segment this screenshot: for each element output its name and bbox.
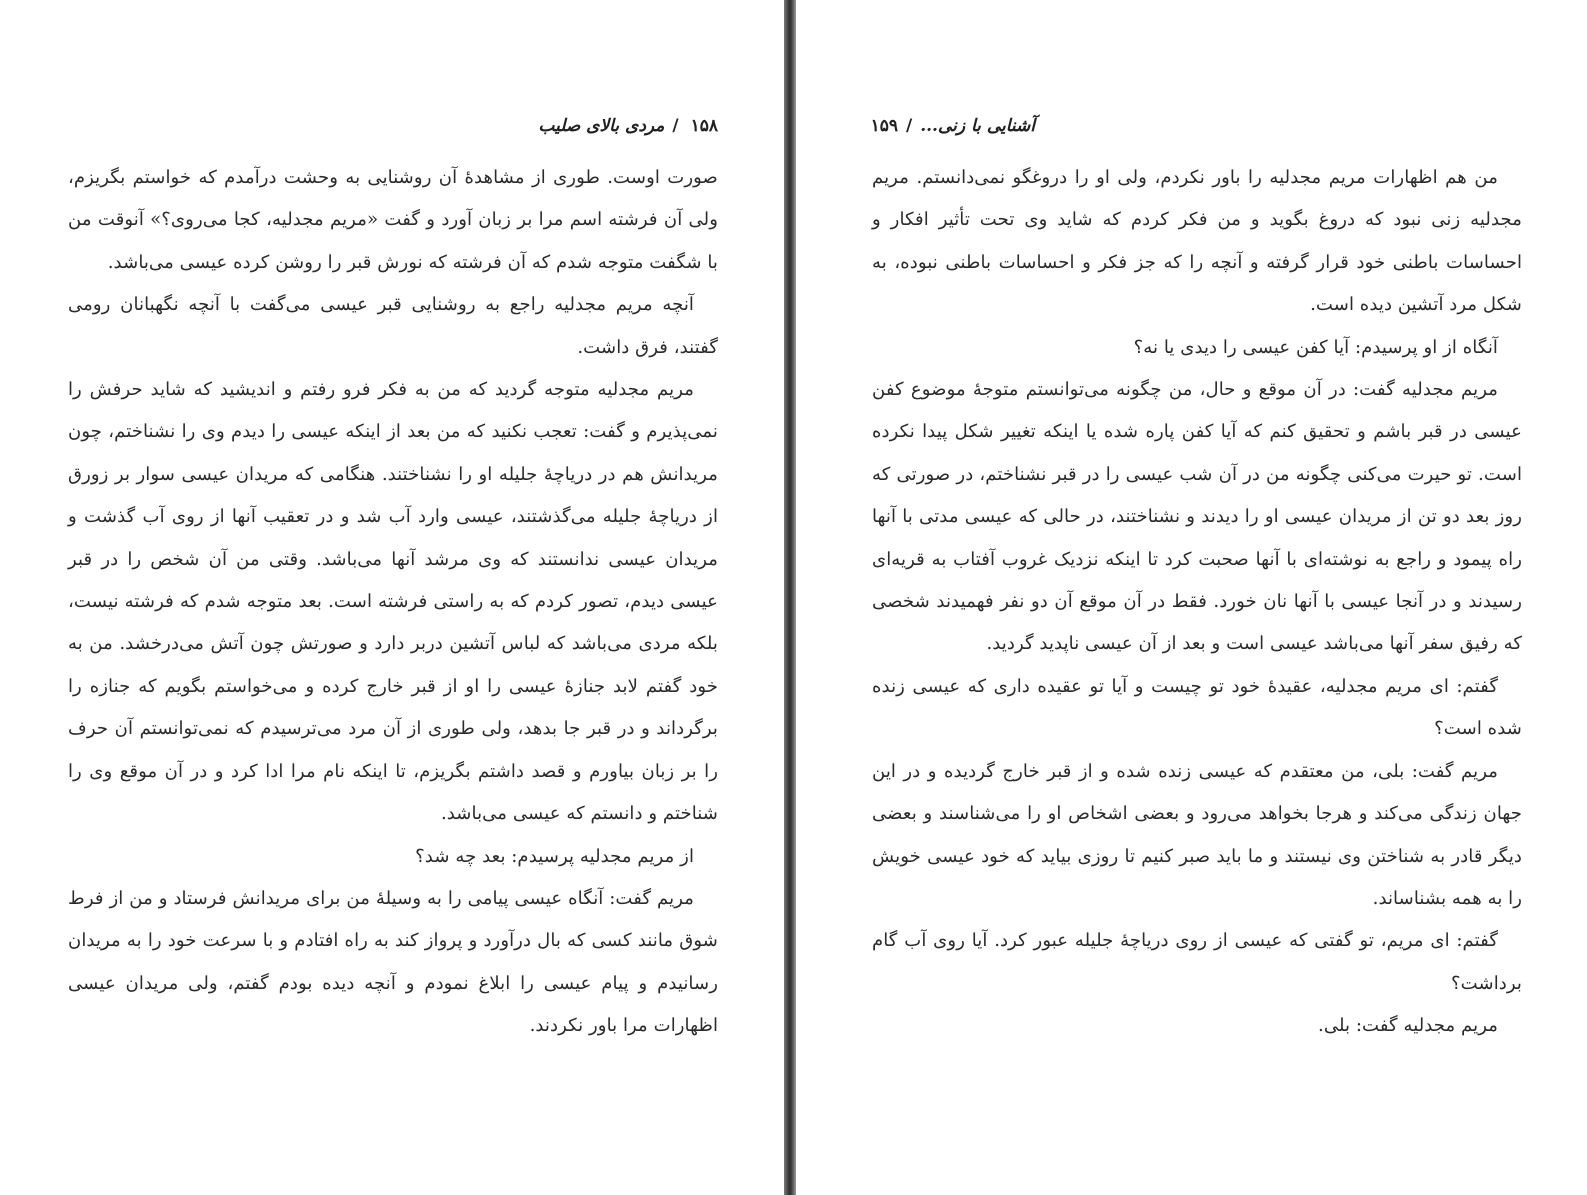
right-page-number: ۱۵۹ bbox=[870, 116, 898, 136]
header-separator: / bbox=[905, 116, 913, 136]
paragraph: آنچه مریم مجدلیه راجع به روشنایی قبر عیسی می‌گفت با آنچه نگهبانان رومی گفتند، فرق داشت. bbox=[68, 294, 718, 358]
right-page bbox=[796, 0, 1587, 1195]
right-page-body bbox=[872, 157, 1522, 1048]
paragraph: مریم مجدلیه گفت: بلی. bbox=[1318, 1015, 1498, 1037]
left-page-body bbox=[68, 157, 718, 1048]
paragraph: مریم گفت: آنگاه عیسی پیامی را به وسیلهٔ من برای مریدانش فرستاد و من از فرط شوق مانند کسی که بال درآورد و پرواز کند به راه افتادم و با سرعت خود را به مریدان رسانیدم و پیام عیسی را ابلاغ نمودم و آنچه دیده بودم گفتم، ولی مریدان عیسی اظهارات مرا باور نکردند. bbox=[68, 887, 718, 1037]
right-page-header bbox=[867, 116, 1035, 136]
paragraph: من هم اظهارات مریم مجدلیه را باور نکردم، ولی او را دروغگو نمی‌دانستم. مریم مجدلیه زنی نبود که دروغ بگوید و من فکر کردم که شاید وی تحت تأثیر افکار و احساسات باطنی خود قرار گرفته و آنچه را که جز فکر و احساسات باطنی نبوده، به شکل مرد آتشین دیده است. bbox=[872, 167, 1522, 316]
left-page bbox=[0, 0, 784, 1195]
header-separator: / bbox=[672, 116, 679, 136]
left-running-title: مردی بالای صلیب bbox=[538, 116, 665, 136]
paragraph: صورت اوست. طوری از مشاهدهٔ آن روشنایی به وحشت درآمدم که خواستم بگریزم، ولی آن فرشته اسم مرا بر زبان آورد و گفت «مریم مجدلیه، کجا می‌روی؟» آنوقت من با شگفت متوجه شدم که آن فرشته که نورش قبر را روشن کرده عیسی می‌باشد. bbox=[68, 167, 718, 273]
paragraph: گفتم: ای مریم مجدلیه، عقیدهٔ خود تو چیست و آیا تو عقیده داری که عیسی زنده شده است؟ bbox=[872, 675, 1522, 740]
right-running-title: آشنایی با زنی... bbox=[920, 116, 1035, 136]
paragraph: گفتم: ای مریم، تو گفتی که عیسی از روی دریاچهٔ جلیله عبور کرد. آیا روی آب گام برداشت؟ bbox=[872, 930, 1522, 994]
paragraph: مریم گفت: بلی، من معتقدم که عیسی زنده شده و از قبر خارج گردیده و در این جهان زندگی می‌کند و هرجا بخواهد می‌رود و بعضی اشخاص او را می‌شناسند و بعضی دیگر قادر به شناختن وی نیستند و ما باید صبر کنیم تا روزی بیاید که خود عیسی خویش را به همه بشناساند. bbox=[872, 760, 1522, 909]
paragraph: مریم مجدلیه متوجه گردید که من به فکر فرو رفتم و اندیشید که شاید حرفش را نمی‌پذیرم و گفت: تعجب نکنید که من بعد از اینکه عیسی را دیدم وی را نشناختم، چون مریدانش هم در دریاچهٔ جلیله او را نشناختند. هنگامی که مریدان عیسی سوار بر زورق از دریاچهٔ جلیله می‌گذشتند، عیسی وارد آب شد و در تعقیب آنها از روی آب گذشت و مریدان عیسی ندانستند که وی مرشد آنها می‌باشد. وقتی من آن شخص را در قبر عیسی دیدم، تصور کردم که به راستی فرشته است. بعد متوجه شدم که فرشته نیست، بلکه مردی می‌باشد که لباس آتشین دربر دارد و صورتش چون آتش می‌درخشد. من به خود گفتم لابد جنازهٔ عیسی را او از قبر خارج کرده و می‌خواستم بگویم که جنازه را برگرداند و در قبر جا بدهد، ولی طوری از آن مرد می‌ترسیدم که نمی‌توانستم آن حرف را بر زبان بیاورم و قصد داشتم بگریزم، تا اینکه نام مرا ادا کرد و در آن موقع وی را شناختم و دانستم که عیسی می‌باشد. bbox=[68, 379, 718, 825]
paragraph: آنگاه از او پرسیدم: آیا کفن عیسی را دیدی یا نه؟ bbox=[1133, 336, 1498, 358]
left-page-number: ۱۵۸ bbox=[690, 116, 718, 136]
book-gutter bbox=[784, 0, 796, 1195]
left-page-header bbox=[538, 116, 718, 136]
paragraph: مریم مجدلیه گفت: در آن موقع و حال، من چگونه می‌توانستم متوجهٔ موضوع کفن عیسی در قبر باشم و تحقیق کنم که آیا کفن پاره شده یا اینکه تغییر شکل پیدا نکرده است. تو حیرت می‌کنی چگونه من در آن شب عیسی را در قبر نشناختم، در صورتی که روز بعد دو تن از مریدان عیسی او را دیدند و نشناختند، در حالی که عیسی مدتی با آنها راه پیمود و راجع به نوشته‌ای با آنها صحبت کرد تا اینکه نزدیک غروب آفتاب به قریه‌ای رسیدند و در آنجا عیسی با آنها نان خورد. فقط در آن موقع آن دو نفر فهمیدند شخصی که رفیق سفر آنها می‌باشد عیسی است و بعد از آن عیسی ناپدید گردید. bbox=[872, 379, 1522, 655]
paragraph: از مریم مجدلیه پرسیدم: بعد چه شد؟ bbox=[415, 845, 694, 867]
